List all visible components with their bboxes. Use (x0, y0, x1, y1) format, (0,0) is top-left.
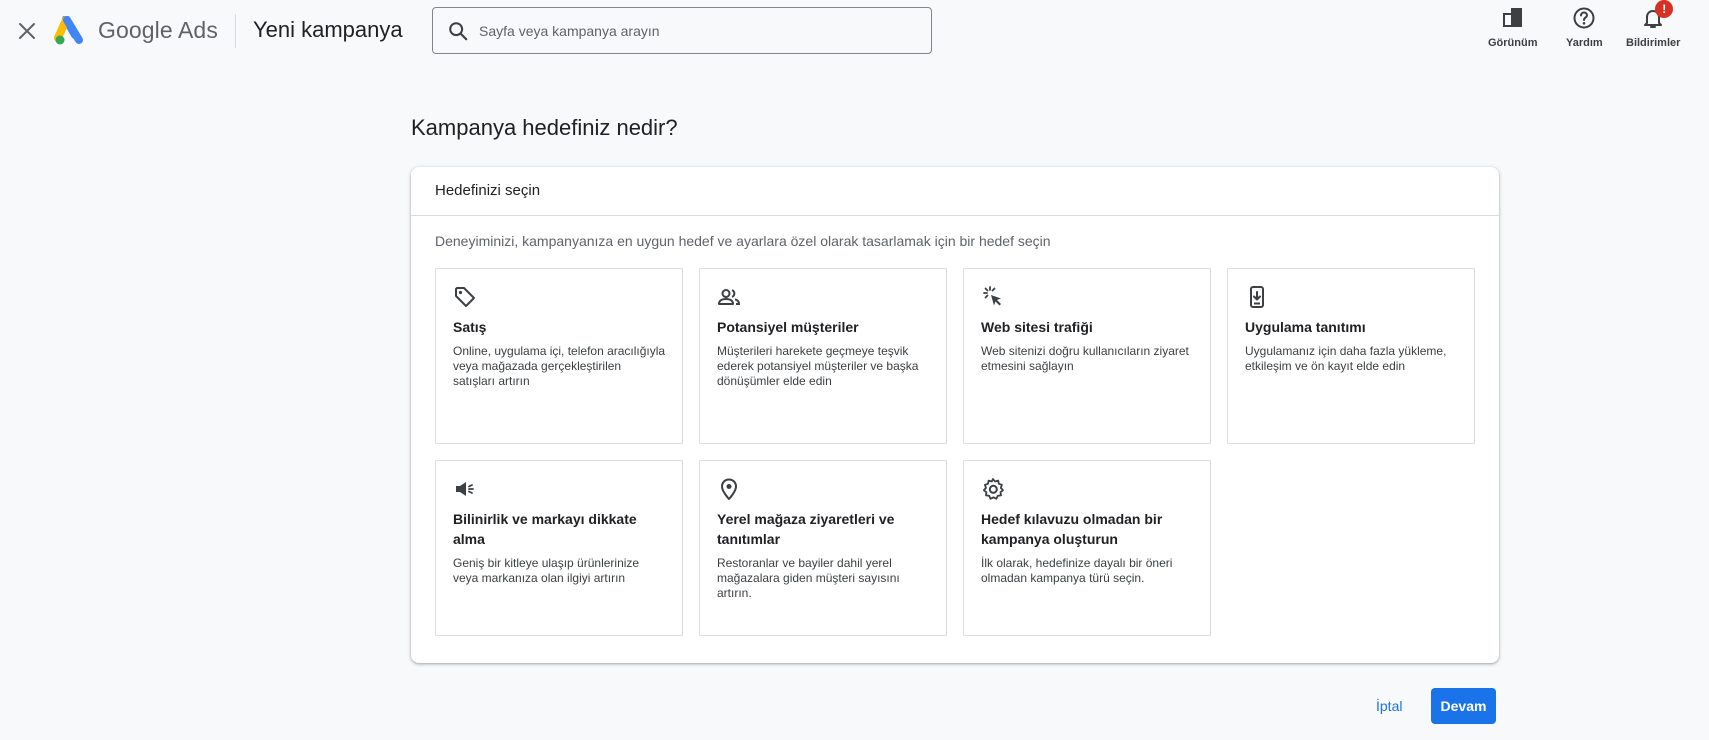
tag-icon (453, 285, 477, 309)
goal-description: Geniş bir kitleye ulaşıp ürünlerinize veya markanıza olan ilgiyi artırın (453, 556, 640, 585)
brand-name: Google Ads (98, 17, 218, 43)
notification-badge: ! (1655, 0, 1673, 18)
search-icon (447, 20, 469, 42)
help-label: Yardım (1566, 37, 1603, 49)
close-button[interactable] (14, 18, 40, 44)
appearance-label: Görünüm (1488, 37, 1538, 49)
search-box[interactable] (432, 7, 932, 54)
notifications-button[interactable] (1626, 2, 1681, 52)
goal-tile-sales[interactable] (435, 268, 683, 444)
gear-icon (981, 477, 1005, 501)
phone-download-icon (1245, 285, 1269, 309)
continue-button[interactable]: Devam (1431, 688, 1496, 724)
appearance-icon (1501, 6, 1525, 30)
notifications-icon-wrap (1641, 2, 1667, 30)
campaign-goal-question: Kampanya hedefiniz nedir? (411, 115, 678, 140)
goal-title: Uygulama tanıtımı (1245, 319, 1366, 335)
goal-tile-app-promotion[interactable] (1227, 268, 1475, 444)
top-app-bar (0, 0, 1709, 62)
help-button[interactable] (1566, 6, 1603, 52)
goal-title: Bilinirlik ve markayı dikkate alma (453, 511, 637, 547)
cursor-click-icon (981, 285, 1005, 309)
notifications-label: Bildirimler (1626, 37, 1681, 49)
cancel-button[interactable]: İptal (1376, 698, 1403, 714)
close-icon (18, 22, 36, 40)
goal-tile-website-traffic[interactable] (963, 268, 1211, 444)
goal-title: Hedef kılavuzu olmadan bir kampanya oluşturun (981, 511, 1163, 547)
goal-description: Web sitenizi doğru kullanıcıların ziyaret etmesini sağlayın (981, 344, 1189, 373)
card-description: Deneyiminizi, kampanyanıza en uygun hedef ve ayarlara özel olarak tasarlamak için bir hedef seçin (435, 233, 1051, 249)
goal-description: Online, uygulama içi, telefon aracılığıyla veya mağazada gerçekleştirilen satışları artırın (453, 344, 666, 388)
goal-tile-awareness[interactable] (435, 460, 683, 636)
appearance-button[interactable] (1488, 6, 1538, 52)
goal-description: Müşterileri harekete geçmeye teşvik ederek potansiyel müşteriler ve başka dönüşümler elde edin (717, 344, 919, 388)
location-pin-icon (717, 477, 741, 501)
goal-title: Satış (453, 319, 487, 335)
goal-title: Web sitesi trafiği (981, 319, 1093, 335)
goal-description: Uygulamanız için daha fazla yükleme, etkileşim ve ön kayıt elde edin (1245, 344, 1447, 373)
google-ads-logo-icon (54, 16, 88, 46)
card-title: Hedefinizi seçin (411, 167, 1499, 216)
goal-description: Restoranlar ve bayiler dahil yerel mağazalara giden müşteri sayısını artırın. (717, 556, 900, 600)
goal-tile-leads[interactable] (699, 268, 947, 444)
help-icon (1572, 6, 1596, 30)
goal-title: Yerel mağaza ziyaretleri ve tanıtımlar (717, 511, 895, 547)
goal-title: Potansiyel müşteriler (717, 319, 859, 335)
goal-selection-card (411, 167, 1499, 663)
goal-tile-no-guidance[interactable] (963, 460, 1211, 636)
people-icon (717, 285, 741, 309)
goal-tile-local-store-visits[interactable] (699, 460, 947, 636)
page-title: Yeni kampanya (253, 17, 403, 42)
goal-description: İlk olarak, hedefinize dayalı bir öneri olmadan kampanya türü seçin. (981, 556, 1173, 585)
search-input[interactable] (479, 23, 919, 39)
megaphone-icon (453, 477, 477, 501)
header-divider (235, 14, 236, 48)
